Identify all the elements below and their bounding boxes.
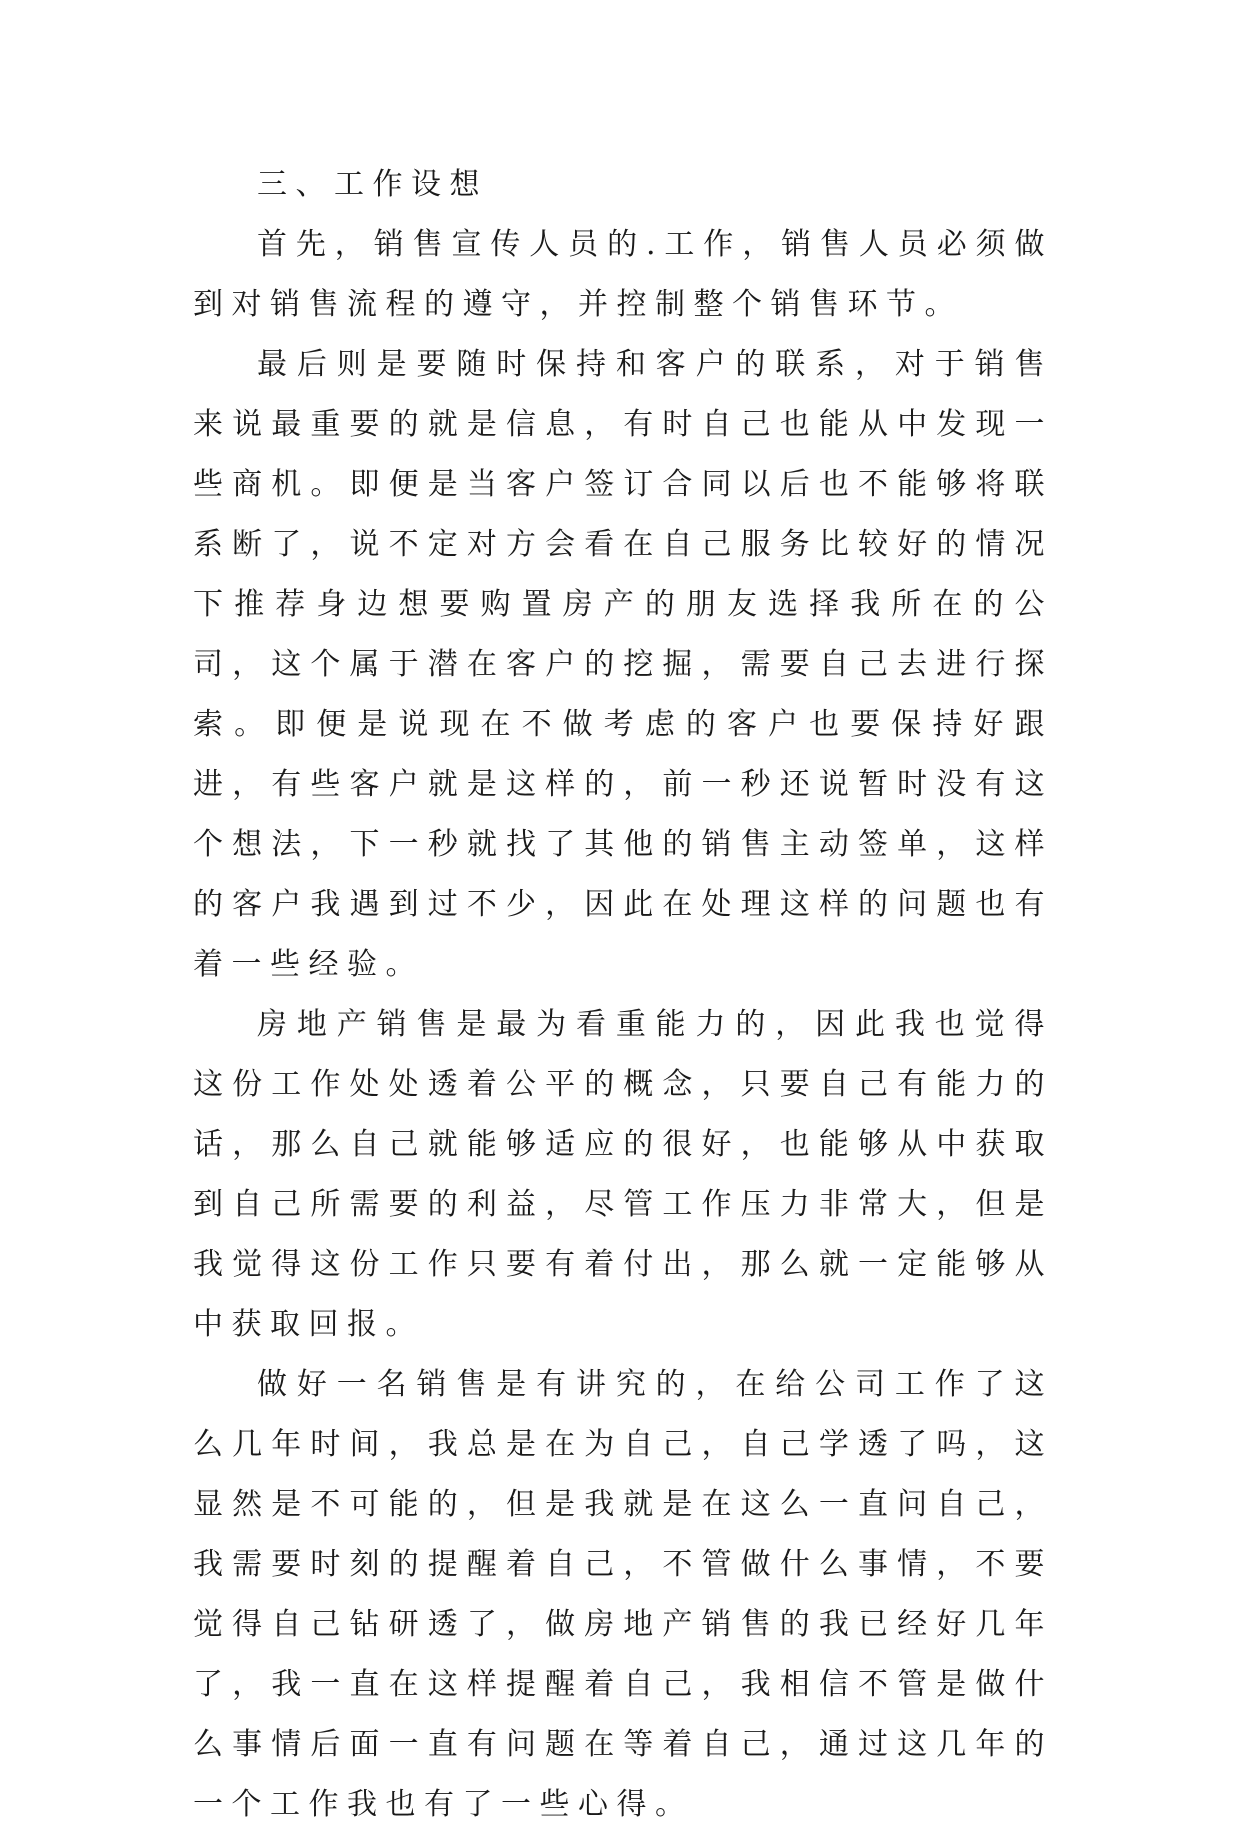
paragraph-1: 首先，销售宣传人员的.工作，销售人员必须做到对销售流程的遵守，并控制整个销售环节。 [193,227,1053,322]
paragraph-4: 做好一名销售是有讲究的，在给公司工作了这么几年时间，我总是在为自己，自己学透了吗，这显然是不可能的，但是我就是在这么一直问自己，我需要时刻的提醒着自己，不管做什么事情，不要觉得自己钻研透了，做房地产销售的我已经好几年了，我一直在这样提醒着自己，我相信不管是做什么事情后面一直有问题在等着自己，通过这几年的一个工作我也有了一些心得。 [193,1367,1053,1822]
paragraph-2: 最后则是要随时保持和客户的联系，对于销售来说最重要的就是信息，有时自己也能从中发现一些商机。即便是当客户签订合同以后也不能够将联系断了，说不定对方会看在自己服务比较好的情况下推荐身边想要购置房产的朋友选择我所在的公司，这个属于潜在客户的挖掘，需要自己去进行探索。即便是说现在不做考虑的客户也要保持好跟进，有些客户就是这样的，前一秒还说暂时没有这个想法，下一秒就找了其他的销售主动签单，这样的客户我遇到过不少，因此在处理这样的问题也有着一些经验。 [193,347,1053,982]
document-body [193,155,1053,1835]
paragraph-3: 房地产销售是最为看重能力的，因此我也觉得这份工作处处透着公平的概念，只要自己有能力的话，那么自己就能够适应的很好，也能够从中获取到自己所需要的利益，尽管工作压力非常大，但是我觉得这份工作只要有着付出，那么就一定能够从中获取回报。 [193,1007,1053,1342]
section-heading: 三、工作设想 [257,167,488,202]
